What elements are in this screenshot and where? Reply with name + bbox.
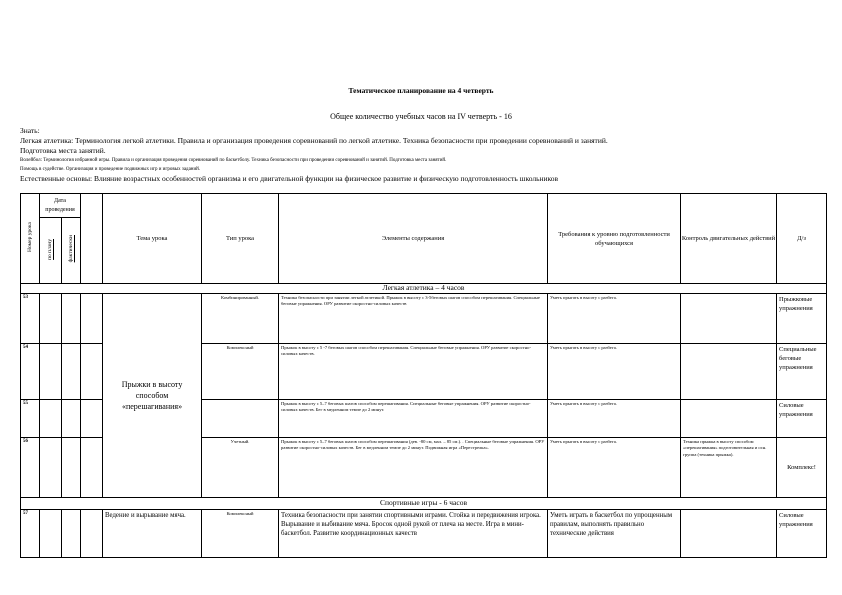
cell-control	[681, 294, 777, 344]
section-athletics: Легкая атлетика – 4 часов	[21, 284, 827, 294]
cell-elements: Техника безопасности при занятии легкой атлетикой. Прыжок в высоту с 3-5беговых шагов способом перешагивания. Специальные беговые упражнения. ОРУ развитие скоростно-силовых качеств	[279, 294, 548, 344]
cell-dz: Силовые упражнения	[777, 400, 827, 438]
cell-type: Комплексный	[202, 344, 279, 400]
cell-topic-merged: Прыжки в высоту способом «перешагивания»	[103, 294, 202, 498]
hours-total: Общее количество учебных часов на IV четверть - 16	[330, 112, 512, 121]
place-line: Подготовка места занятий.	[20, 146, 106, 155]
cell-num: 56	[21, 438, 40, 498]
help-line: Помощь в судействе. Организация и проведение подвижных игр и игровых заданий.	[20, 167, 201, 172]
cell-num: 53	[21, 294, 40, 344]
cell-control	[681, 510, 777, 558]
cell-elements: Прыжок в высоту с 5 -7 беговых шагов способом перешагивания. Специальные беговые упражнения. ОРУ развитие скоростно-силовых качеств.	[279, 344, 548, 400]
header-empty	[81, 194, 103, 284]
cell-dz: Силовые упражнения	[777, 510, 827, 558]
cell-type: Комплексный	[202, 510, 279, 558]
cell-type: Учетный.	[202, 438, 279, 498]
cell-dz: Комплекс!	[777, 438, 827, 498]
cell-num: 57	[21, 510, 40, 558]
cell-num: 54	[21, 344, 40, 400]
header-plan: по плану	[40, 218, 62, 284]
header-type: Тип урока	[202, 194, 279, 284]
header-num: Номер урока	[21, 194, 40, 284]
header-requirements: Требования к уровню подготовленности обучающихся	[548, 194, 681, 284]
cell-control	[681, 400, 777, 438]
cell-elements: Прыжок в высоту с 5–7 беговых шагов способом перешагивания. Специальные беговые упражнения. ОРУ развитие скоростно-силовых качеств. Бег в медленном темпе до 2 минут.	[279, 400, 548, 438]
cell-topic: Ведение и вырывание мяча.	[103, 510, 202, 558]
planning-table	[20, 193, 827, 558]
cell-type: Комбинированный.	[202, 294, 279, 344]
cell-elements: Техника безопасности при занятии спортивными играми. Стойка и передвижения игрока. Вырывание и выбивание мяча. Бросок одной рукой от плеча на месте. Игра в мини-баскетбол. Развитие координационных качеств	[279, 510, 548, 558]
header-control: Контроль двигательных действий	[681, 194, 777, 284]
table-row	[21, 294, 827, 344]
athletics-line: Легкая атлетика: Терминология легкой атлетики. Правила и организация проведения соревнований по легкой атлетике. Техника безопасности при проведении соревнований и занятий.	[20, 136, 608, 145]
header-elements: Элементы содержания	[279, 194, 548, 284]
intro-block	[20, 126, 830, 184]
cell-requirements: Уметь прыгать в высоту с разбега.	[548, 438, 681, 498]
cell-control: Техника прыжка в высоту способом «перешагивания» подготовительная и осн. группа (техника прыжка).	[681, 438, 777, 498]
header-dz: Д/з	[777, 194, 827, 284]
cell-dz: Прыжковые упражнения	[777, 294, 827, 344]
cell-control	[681, 344, 777, 400]
header-topic: Тема урока	[103, 194, 202, 284]
cell-dz: Специальные беговые упражнения	[777, 344, 827, 400]
header-date: Дата проведения	[40, 194, 81, 218]
cell-elements: Прыжок в высоту с 5–7 беговых шагов способом перешагивания (дев. -80 см, мал. – 85 см.). . Специальные беговые упражнения. ОРУ развитие скоростно-силовых качеств. Бег в медленном темпе до 2 минут. Подвижная игра «Перестрелка».	[279, 438, 548, 498]
cell-requirements: Уметь прыгать в высоту с разбега.	[548, 344, 681, 400]
table-row	[21, 510, 827, 558]
science-line: Естественные основы: Влияние возрастных особенностей организма и его двигательной функции на физическое развитие и физическую подготовленность школьников	[20, 174, 559, 183]
volleyball-line: Волейбол: Терминология избранной игры. Правила и организация проведения соревнований по баскетболу. Техника безопасности при проведении соревнований и занятий. Подготовка места занятий.	[20, 158, 447, 163]
header-fact: фактически	[62, 218, 81, 284]
page-title: Тематическое планирование на 4 четверть	[348, 86, 494, 95]
know-label: Знать:	[20, 126, 40, 135]
cell-requirements: Уметь прыгать в высоту с разбега.	[548, 294, 681, 344]
cell-num: 55	[21, 400, 40, 438]
cell-requirements: Уметь играть в баскетбол по упрощенным правилам, выполнять правильно технические действия	[548, 510, 681, 558]
cell-type	[202, 400, 279, 438]
cell-requirements: Уметь прыгать в высоту с разбега.	[548, 400, 681, 438]
section-sport-games: Спортивные игры - 6 часов	[21, 498, 827, 510]
